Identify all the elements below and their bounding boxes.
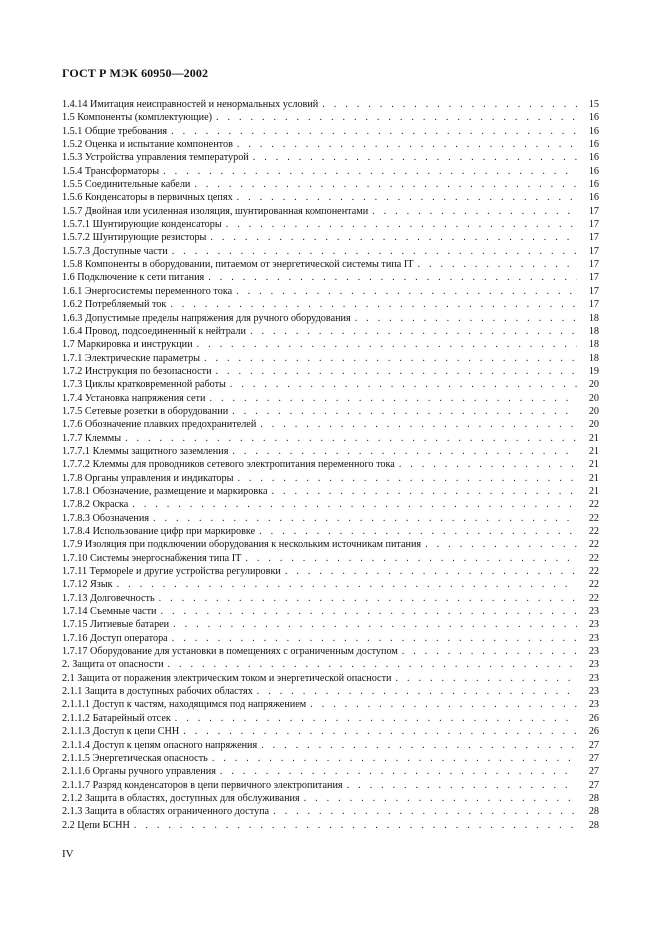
toc-leader-dots	[169, 618, 577, 631]
toc-leader-dots	[249, 151, 577, 164]
toc-entry-page: 27	[588, 766, 599, 778]
toc-leader-dots	[113, 578, 577, 591]
toc-entry	[62, 405, 599, 418]
toc-entry-page: 27	[588, 752, 599, 764]
toc-entry-page: 23	[588, 659, 599, 671]
toc-entry-page: 16	[588, 125, 599, 137]
toc-entry	[62, 312, 599, 325]
toc-entry-page: 27	[588, 779, 599, 791]
toc-leader-dots	[269, 805, 577, 818]
toc-entry	[62, 325, 599, 338]
toc-entry-page: 20	[588, 405, 599, 417]
toc-entry	[62, 632, 599, 645]
toc-entry-title: 1.5.7.2 Шунтирующие резисторы	[62, 232, 207, 244]
toc-entry-page: 16	[588, 152, 599, 164]
toc-entry	[62, 378, 599, 391]
toc-leader-dots	[206, 231, 577, 244]
toc-entry	[62, 432, 599, 445]
toc-entry-title: 2.1.1.7 Разряд конденсаторов в цепи первичного электропитания	[62, 779, 343, 791]
toc-entry	[62, 151, 599, 164]
toc-entry	[62, 271, 599, 284]
toc-leader-dots	[168, 245, 577, 258]
toc-leader-dots	[167, 125, 577, 138]
toc-leader-dots	[281, 565, 577, 578]
toc-entry-page: 17	[588, 245, 599, 257]
toc-entry	[62, 765, 599, 778]
toc-leader-dots	[246, 325, 577, 338]
toc-leader-dots	[233, 191, 577, 204]
toc-leader-dots	[149, 512, 577, 525]
toc-leader-dots	[318, 98, 577, 111]
toc-entry	[62, 338, 599, 351]
toc-leader-dots	[190, 178, 577, 191]
toc-leader-dots	[232, 285, 577, 298]
toc-leader-dots	[166, 298, 577, 311]
toc-entry-title: 1.7.6 Обозначение плавких предохранителей	[62, 419, 257, 431]
toc-entry	[62, 605, 599, 618]
toc-leader-dots	[226, 378, 577, 391]
toc-entry-page: 16	[588, 192, 599, 204]
toc-entry-title: 1.5.7.3 Доступные части	[62, 245, 168, 257]
toc-entry-title: 1.5 Компоненты (комплектующие)	[62, 112, 213, 124]
toc-entry-page: 28	[588, 806, 599, 818]
toc-entry-title: 1.7.7 Клеммы	[62, 432, 122, 444]
toc-entry	[62, 98, 599, 111]
toc-entry-page: 23	[588, 606, 599, 618]
toc-entry	[62, 472, 599, 485]
toc-entry-title: 1.7.8.4 Использование цифр при маркировке	[62, 526, 256, 537]
toc-entry-page: 21	[588, 472, 599, 484]
toc-entry	[62, 712, 599, 725]
toc-entry-page: 16	[588, 165, 599, 177]
toc-entry-page: 23	[588, 699, 599, 711]
toc-leader-dots	[156, 605, 577, 618]
toc-entry-title: 1.7.8.1 Обозначение, размещение и маркировка	[62, 485, 268, 497]
toc-leader-dots	[121, 432, 577, 445]
toc-entry-page: 19	[588, 365, 599, 377]
toc-entry-page: 17	[588, 285, 599, 297]
toc-entry	[62, 485, 599, 498]
toc-leader-dots	[128, 498, 577, 511]
toc-leader-dots	[253, 685, 577, 698]
toc-entry-title: 1.6.3 Допустимые пределы напряжения для ручного оборудования	[62, 312, 351, 324]
toc-entry	[62, 578, 599, 591]
toc-entry-title: 1.5.3 Устройства управления температурой	[62, 152, 249, 164]
toc-entry-title: 1.7.8.2 Окраска	[62, 499, 129, 511]
toc-entry	[62, 191, 599, 204]
toc-leader-dots	[193, 338, 577, 351]
toc-entry-page: 16	[588, 179, 599, 191]
toc-leader-dots	[255, 525, 577, 538]
toc-entry-title: 1.6.1 Энергосистемы переменного тока	[62, 285, 233, 297]
toc-leader-dots	[130, 819, 577, 832]
toc-entry-title: 1.7.8.3 Обозначения	[62, 512, 150, 524]
toc-entry-page: 17	[588, 219, 599, 231]
toc-entry-page: 17	[588, 259, 599, 271]
toc-entry-page: 15	[588, 99, 599, 110]
toc-entry-page: 23	[588, 632, 599, 644]
toc-entry-page: 17	[588, 272, 599, 284]
toc-entry	[62, 298, 599, 311]
toc-entry	[62, 365, 599, 378]
toc-leader-dots	[233, 138, 577, 151]
toc-entry-title: 1.7.14 Съемные части	[62, 606, 157, 618]
toc-entry	[62, 592, 599, 605]
document-header: ГОСТ Р МЭК 60950—2002	[62, 66, 209, 80]
toc-entry-title: 1.5.8 Компоненты в оборудовании, питаемом от энергетической системы типа IT	[62, 259, 414, 271]
toc-leader-dots	[208, 752, 577, 765]
toc-entry-title: 1.7.1 Электрические параметры	[62, 352, 201, 364]
toc-leader-dots	[222, 218, 577, 231]
toc-entry-title: 2.1.1.4 Доступ к цепям опасного напряжения	[62, 739, 258, 751]
toc-entry-page: 20	[588, 392, 599, 404]
toc-entry-page: 21	[588, 445, 599, 457]
toc-entry-page: 28	[588, 792, 599, 804]
toc-entry	[62, 165, 599, 178]
toc-entry	[62, 618, 599, 631]
table-of-contents	[62, 98, 599, 832]
toc-entry	[62, 178, 599, 191]
toc-entry-title: 1.6.4 Провод, подсоединенный к нейтрали	[62, 325, 246, 337]
toc-entry-page: 22	[588, 526, 599, 537]
toc-entry	[62, 498, 599, 511]
toc-entry-title: 1.7.3 Циклы кратковременной работы	[62, 379, 226, 391]
toc-entry-title: 1.7.7.1 Клеммы защитного заземления	[62, 445, 229, 457]
toc-leader-dots	[205, 392, 577, 405]
toc-entry	[62, 538, 599, 551]
toc-entry	[62, 552, 599, 565]
toc-entry-title: 2.1.3 Защита в областях ограниченного доступа	[62, 806, 270, 818]
toc-leader-dots	[212, 111, 577, 124]
toc-entry-title: 2.1.2 Защита в областях, доступных для обслуживания	[62, 792, 300, 804]
toc-leader-dots	[241, 552, 577, 565]
toc-entry	[62, 205, 599, 218]
toc-entry	[62, 819, 599, 832]
toc-entry-page: 18	[588, 339, 599, 351]
toc-entry	[62, 698, 599, 711]
toc-entry-title: 1.7.8 Органы управления и индикаторы	[62, 472, 234, 484]
toc-entry-title: 1.7.13 Долговечность	[62, 592, 155, 604]
toc-entry-page: 20	[588, 419, 599, 431]
toc-entry-page: 21	[588, 432, 599, 444]
toc-leader-dots	[413, 258, 577, 271]
toc-leader-dots	[256, 418, 577, 431]
toc-entry	[62, 418, 599, 431]
toc-entry-page: 26	[588, 726, 599, 738]
toc-entry	[62, 138, 599, 151]
page-number: IV	[62, 848, 74, 860]
toc-entry-page: 16	[588, 112, 599, 124]
toc-entry-title: 1.7.11 Терморele и другие устройства регулировки	[62, 566, 281, 578]
toc-leader-dots	[216, 765, 577, 778]
toc-entry-title: 1.7.10 Системы энергоснабжения типа IT	[62, 552, 242, 564]
toc-entry-title: 2.1.1.2 Батарейный отсек	[62, 712, 171, 724]
toc-leader-dots	[228, 405, 577, 418]
toc-leader-dots	[179, 725, 577, 738]
toc-entry-page: 23	[588, 646, 599, 658]
toc-entry-title: 2.1.1.5 Энергетическая опасность	[62, 752, 208, 764]
toc-entry-title: 1.4.14 Имитация неисправностей и ненормальных условий	[62, 99, 319, 110]
toc-entry	[62, 525, 599, 538]
toc-entry-title: 1.7.17 Оборудование для установки в помещениях с ограниченным доступом	[62, 646, 398, 658]
toc-entry-page: 26	[588, 712, 599, 724]
toc-entry	[62, 392, 599, 405]
toc-entry-page: 16	[588, 139, 599, 151]
toc-entry-title: 2. Защита от опасности	[62, 659, 164, 671]
toc-entry	[62, 512, 599, 525]
toc-entry-title: 2.1.1 Защита в доступных рабочих областях	[62, 686, 253, 698]
toc-entry-page: 22	[588, 552, 599, 564]
toc-entry-title: 2.2 Цепи БСНН	[62, 819, 130, 831]
toc-leader-dots	[391, 672, 577, 685]
toc-entry-title: 1.5.7.1 Шунтирующие конденсаторы	[62, 219, 222, 231]
toc-leader-dots	[228, 445, 577, 458]
toc-entry	[62, 672, 599, 685]
toc-entry	[62, 658, 599, 671]
toc-leader-dots	[212, 365, 577, 378]
toc-entry	[62, 779, 599, 792]
toc-entry-title: 1.7.4 Установка напряжения сети	[62, 392, 206, 404]
toc-entry-page: 22	[588, 539, 599, 551]
toc-entry-title: 1.7.16 Доступ оператора	[62, 632, 168, 644]
toc-entry-title: 2.1.1.3 Доступ к цепи СНН	[62, 726, 180, 738]
toc-entry-page: 18	[588, 352, 599, 364]
toc-entry	[62, 352, 599, 365]
toc-entry-title: 1.7.2 Инструкция по безопасности	[62, 365, 212, 377]
toc-entry-page: 22	[588, 499, 599, 511]
toc-entry-page: 17	[588, 205, 599, 217]
toc-entry	[62, 285, 599, 298]
toc-leader-dots	[300, 792, 577, 805]
toc-entry-title: 2.1.1.6 Органы ручного управления	[62, 766, 216, 778]
toc-entry	[62, 258, 599, 271]
toc-entry	[62, 445, 599, 458]
toc-leader-dots	[159, 165, 577, 178]
toc-entry-title: 1.5.5 Соединительные кабели	[62, 179, 191, 191]
toc-entry-page: 18	[588, 312, 599, 324]
toc-entry	[62, 805, 599, 818]
toc-entry-page: 22	[588, 592, 599, 604]
toc-entry-page: 21	[588, 485, 599, 497]
toc-entry-title: 1.5.4 Трансформаторы	[62, 165, 160, 177]
toc-entry-page: 18	[588, 325, 599, 337]
toc-leader-dots	[306, 698, 577, 711]
toc-entry-title: 1.7.9 Изоляция при подключении оборудования к нескольким источникам питания	[62, 539, 422, 551]
toc-entry	[62, 739, 599, 752]
toc-leader-dots	[351, 312, 577, 325]
toc-entry	[62, 245, 599, 258]
toc-entry-page: 20	[588, 379, 599, 391]
toc-leader-dots	[171, 712, 577, 725]
toc-leader-dots	[233, 472, 577, 485]
toc-leader-dots	[421, 538, 577, 551]
toc-leader-dots	[164, 658, 577, 671]
toc-entry-title: 1.7.15 Литиевые батареи	[62, 619, 170, 631]
toc-leader-dots	[398, 645, 577, 658]
toc-entry-title: 1.5.1 Общие требования	[62, 125, 168, 137]
toc-entry	[62, 565, 599, 578]
toc-entry-title: 1.5.2 Оценка и испытание компонентов	[62, 139, 233, 151]
toc-entry-title: 1.5.7 Двойная или усиленная изоляция, шунтированная компонентами	[62, 205, 369, 217]
toc-leader-dots	[343, 779, 577, 792]
toc-entry-title: 2.1.1.1 Доступ к частям, находящимся под напряжением	[62, 699, 307, 711]
toc-entry-page: 17	[588, 299, 599, 311]
toc-entry-title: 1.6.2 Потребляемый ток	[62, 299, 167, 311]
toc-entry-page: 23	[588, 686, 599, 698]
toc-entry-title: 1.7.7.2 Клеммы для проводников сетевого электропитания переменного тока	[62, 459, 395, 471]
toc-entry-page: 23	[588, 619, 599, 631]
toc-leader-dots	[257, 739, 577, 752]
toc-leader-dots	[395, 458, 577, 471]
toc-entry-page: 21	[588, 459, 599, 471]
toc-leader-dots	[204, 271, 577, 284]
toc-entry-title: 1.7.5 Сетевые розетки в оборудовании	[62, 405, 229, 417]
toc-entry	[62, 111, 599, 124]
toc-entry-page: 22	[588, 512, 599, 524]
toc-entry	[62, 752, 599, 765]
toc-entry-title: 1.5.6 Конденсаторы в первичных цепях	[62, 192, 233, 204]
toc-leader-dots	[155, 592, 577, 605]
toc-entry-title: 1.7.12 Язык	[62, 579, 113, 591]
toc-entry-page: 28	[588, 819, 599, 831]
toc-entry-title: 1.7 Маркировка и инструкции	[62, 339, 193, 351]
toc-entry-page: 23	[588, 672, 599, 684]
toc-entry-title: 2.1 Защита от поражения электрическим током и энергетической опасности	[62, 672, 392, 684]
toc-leader-dots	[368, 205, 577, 218]
toc-entry	[62, 685, 599, 698]
toc-entry	[62, 792, 599, 805]
toc-leader-dots	[168, 632, 577, 645]
toc-entry	[62, 125, 599, 138]
toc-entry-page: 22	[588, 579, 599, 591]
toc-entry	[62, 218, 599, 231]
toc-leader-dots	[267, 485, 577, 498]
toc-entry-title: 1.6 Подключение к сети питания	[62, 272, 205, 284]
toc-entry	[62, 645, 599, 658]
toc-entry	[62, 458, 599, 471]
toc-entry	[62, 231, 599, 244]
toc-entry	[62, 725, 599, 738]
toc-leader-dots	[200, 352, 577, 365]
toc-entry-page: 22	[588, 566, 599, 578]
toc-entry-page: 27	[588, 739, 599, 751]
toc-entry-page: 17	[588, 232, 599, 244]
